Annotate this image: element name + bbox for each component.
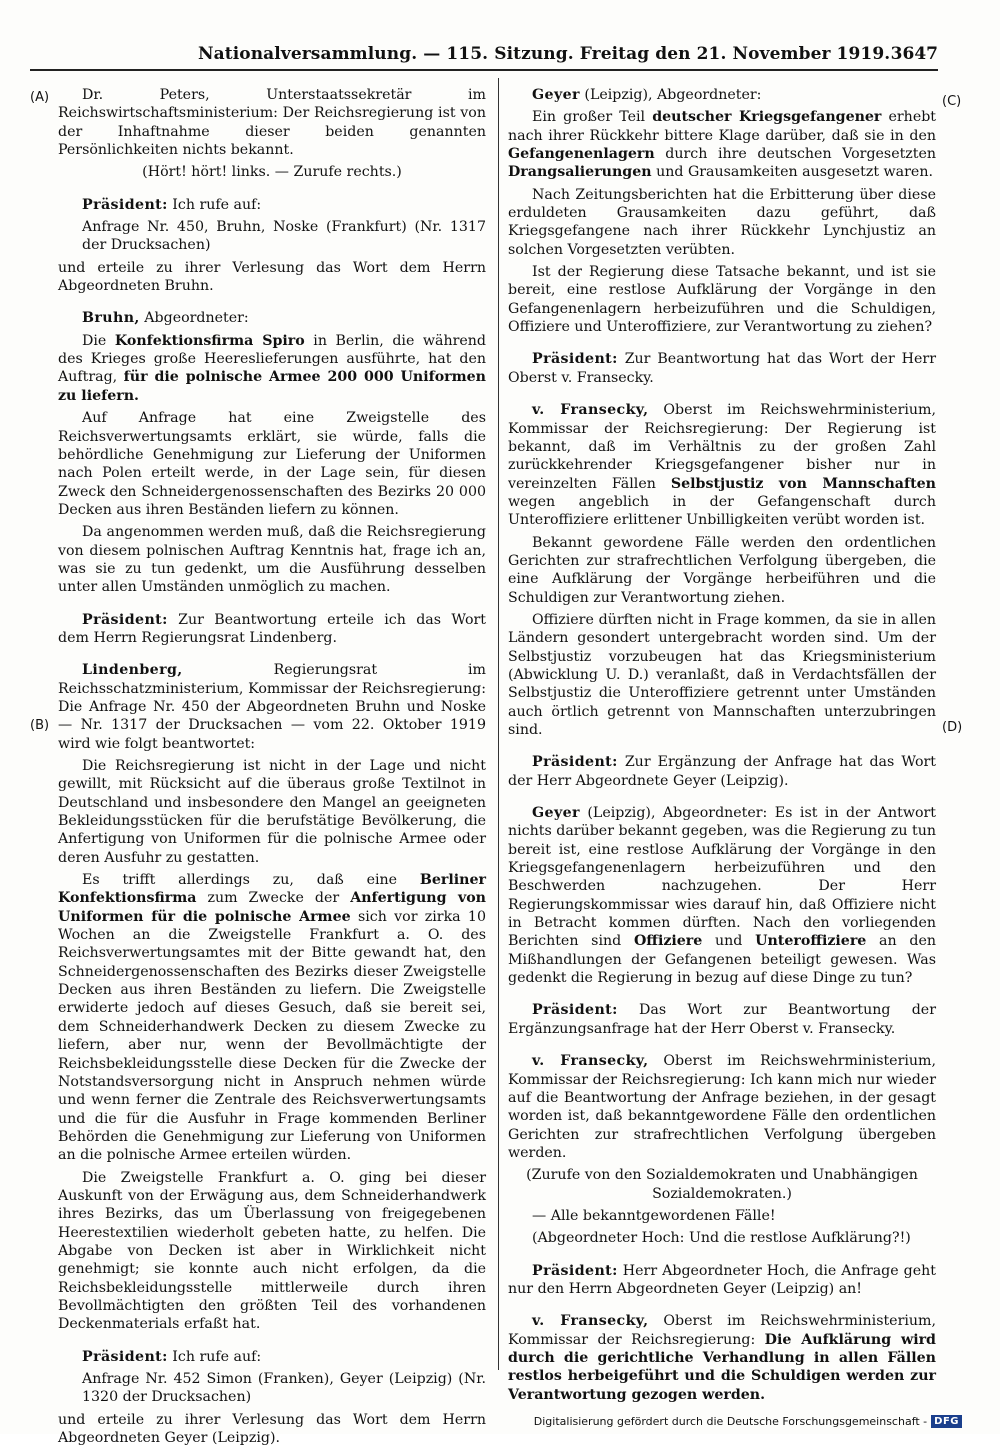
speaker-name: Präsident: [82, 196, 168, 213]
margin-marker-b: (B) [30, 718, 50, 733]
speech-text: und [715, 933, 743, 950]
paragraph [508, 350, 936, 387]
running-title: Nationalversammlung. — 115. Sitzung. Freitag den 21. November 1919. [198, 44, 891, 64]
speech-text: Regierungsrat im Reichsschatzministerium, Kommissar der Reichsregierung: Die Anfrage Nr. 450 der Abgeordneten Bruhn und Noske — Nr. 1317 der Drucksachen — vom 22. Oktober 1919 wird wie folgt beantwortet: [58, 662, 486, 752]
paragraph: Ist der Regierung diese Tatsache bekannt, und ist sie bereit, eine restlose Aufklärung der Vorgänge in den Gefangenenlagern herbeizuführen und die Schuldigen, Offiziere und Unteroffiziere, zur Verantwortung zu ziehen? [508, 264, 936, 336]
speech-text: Das Wort zur Beantwortung der Ergänzungsanfrage hat der Herr Oberst v. Fransecky. [508, 1002, 936, 1037]
paragraph [58, 196, 486, 214]
paragraph [58, 309, 486, 327]
margin-marker-a: (A) [30, 90, 50, 105]
speech-text: Oberst im Reichswehrministerium, Kommissar der Reichsregierung: Ich kann mich nur wieder auf die Beantwortung der Anfrage beziehen, in der gesagt worden ist, daß bekanntgewordene Fälle den ordentlichen Gerichten zur strafrechtlichen Verfolgung übergeben werden. [508, 1053, 936, 1161]
speech-text: zum Zwecke der [207, 890, 340, 907]
paragraph: und erteile zu ihrer Verlesung das Wort dem Herrn Abgeordneten Bruhn. [58, 259, 486, 295]
paragraph [58, 661, 486, 753]
speech-text: Ich rufe auf: [172, 196, 262, 213]
speaker-name: Präsident: [82, 1348, 168, 1365]
speech-text: Zur Ergänzung der Anfrage hat das Wort der Herr Abgeordnete Geyer (Leipzig). [508, 754, 936, 789]
paragraph: Dr. Peters, Unterstaatssekretär im Reichswirtschaftsministerium: Der Reichsregierung ist von der Inhaftnahme dieser beiden genannten Persönlichkeiten nichts bekannt. [58, 87, 486, 159]
speech-text: Es trifft allerdings zu, daß eine [82, 872, 398, 889]
emphasis-text: Anfertigung von Uniformen für die polnische Armee [58, 890, 486, 925]
paragraph [58, 611, 486, 648]
speaker-name: v. Fransecky, [532, 402, 649, 419]
interjection: (Hört! hört! links. — Zurufe rechts.) [142, 164, 402, 181]
paragraph: Auf Anfrage hat eine Zweigstelle des Reichsverwertungsamts erklärt, sie würde, falls die behördliche Genehmigung zur Lieferung der Uniformen nach Polen erteilt werde, in der Lage sein, für diesen Zweck den Schneidergenossenschaften des Bezirks 20 000 Decken aus ihren Beständen liefern zu können. [58, 410, 486, 518]
paragraph [58, 1348, 486, 1366]
paragraph: — Alle bekanntgewordenen Fälle! [532, 1207, 776, 1224]
speech-text: durch ihre deutschen Vorgesetzten [665, 146, 937, 163]
emphasis-text: Gefangenenlagern [508, 146, 655, 163]
paragraph: Die Reichsregierung ist nicht in der Lage und nicht gewillt, mit Rücksicht auf die überaus große Textilnot in Deutschland und insbesondere den Mangel an geeigneten Bekleidungsstücken für die berufstätige Bevölkerung, die Anfertigung von Uniformen für die polnische Armee oder deren Ausfuhr zu gestatten. [58, 758, 486, 866]
speaker-name: v. Fransecky, [532, 1053, 649, 1070]
speech-text: Zur Beantwortung erteile ich das Wort dem Herrn Regierungsrat Lindenberg. [58, 611, 486, 646]
speaker-name: Präsident: [532, 351, 618, 368]
speech-text: Abgeordneter: [144, 310, 249, 327]
speech-text: an den Mißhandlungen der Gefangenen beteiligt gewesen. Was gedenkt die Regierung in bezug auf diese Dinge zu tun? [508, 933, 936, 987]
left-column [58, 86, 487, 1447]
speaker-name: Präsident: [532, 754, 618, 771]
speech-text: Oberst im Reichswehrministerium, Kommissar der Reichsregierung: Der Regierung ist bekannt, daß im Verhältnis zu der großen Zahl zurückkehrender Kriegsgefangener bisher nur in vereinzelten Fällen [508, 402, 936, 492]
speaker-name: Bruhn, [82, 310, 140, 327]
running-header [198, 44, 938, 68]
dfg-logo: DFG [931, 1415, 962, 1428]
emphasis-text: Selbstjustiz von Mannschaften [670, 475, 937, 492]
digitization-credit [534, 1415, 962, 1428]
emphasis-text: Die Aufklärung wird durch die gerichtliche Verhandlung in allen Fällen restlos herbeigeführt und die Schuldigen werden zur Verantwortung gezogen werden. [508, 1331, 936, 1403]
speaker-name: Lindenberg, [82, 662, 183, 679]
paragraph [58, 871, 486, 1165]
speech-text: Die [82, 332, 107, 349]
inquiry-reference: Anfrage Nr. 452 Simon (Franken), Geyer (Leipzig) (Nr. 1320 der Drucksachen) [82, 1371, 486, 1406]
speaker-name: v. Fransecky, [532, 1313, 649, 1330]
margin-marker-c: (C) [942, 94, 962, 109]
paragraph [58, 332, 486, 405]
speech-text: wegen angeblich in der Gefangenschaft durch Unteroffiziere erlittener Unbilligkeiten verübt worden ist. [508, 493, 936, 529]
speech-text: (Leipzig), Abgeordneter: Es ist in der Antwort nichts darüber bekannt gegeben, was die Regierung zu tun bereit ist, eine restlose Aufklärung der Vorgänge in den Kriegsgefangenenlagern herbeizuführen und den Beschwerden nachzugehen. Der Herr Regierungskommissar wies darauf hin, daß Offiziere nicht in Betracht kommen dürften. Nach den vorliegenden Berichten sind [508, 805, 936, 950]
paragraph [508, 1052, 936, 1162]
paragraph: Bekannt gewordene Fälle werden den ordentlichen Gerichten zur strafrechtlichen Verfolgung übergeben, die eine Aufklärung der Vorgänge herbeiführen und die Schuldigen zur Verantwortung ziehen. [508, 534, 936, 606]
margin-marker-d: (D) [942, 720, 963, 735]
paragraph [508, 401, 936, 529]
paragraph: und erteile zu ihrer Verlesung das Wort dem Herrn Abgeordneten Geyer (Leipzig). [58, 1411, 486, 1447]
speech-text: erhebt nach ihrer Rückkehr bittere Klage darüber, daß sie in den [508, 109, 936, 144]
speech-text: Ein großer Teil [532, 109, 646, 126]
paragraph: Nach Zeitungsberichten hat die Erbitterung über diese erduldeten Grausamkeiten dazu geführt, daß Kriegsgefangene nach ihrer Rückkehr Lynchjustiz an solchen Vorgesetzten verübten. [508, 186, 936, 258]
speech-text: in Berlin, die während des Krieges große Heereslieferungen ausführte, hat den Auftrag, [58, 332, 486, 386]
credit-text: Digitalisierung gefördert durch die Deutsche Forschungsgemeinschaft - [533, 1415, 928, 1428]
emphasis-text: Offiziere [633, 933, 703, 950]
page-number: 3647 [890, 44, 938, 64]
header-rule [30, 69, 938, 71]
paragraph: Offiziere dürften nicht in Frage kommen, da sie in allen Ländern gesondert untergebracht worden sind. Um der Selbstjustiz vorzubeugen hat das Kriegsministerium (Abwicklung U. D.) veranlaßt, daß in Verdachtsfällen der Selbstjustiz die Unteroffiziere getrennt unter Umständen auch örtlich getrennt von Mannschaften unterzubringen sind. [508, 611, 936, 738]
speaker-name: Präsident: [82, 611, 168, 628]
emphasis-text: Unteroffiziere [755, 933, 867, 950]
speech-text: und Grausamkeiten ausgesetzt waren. [656, 164, 933, 181]
speech-text: Herr Abgeordneter Hoch, die Anfrage geht nur den Herrn Abgeordneten Geyer (Leipzig) an! [508, 1262, 936, 1297]
speech-text: sich vor zirka 10 Wochen an die Zweigstelle Frankfurt a. O. des Reichsverwertungsamtes mit der Bitte gewandt hat, den Schneidergenossenschaften des Bezirks dieser Zweigstelle Decken aus ihren Beständen zu liefern. Die Zweigstelle erwiderte jedoch auf dieses Gesuch, daß sie bereit sei, dem Schneiderhandwerk Decken zu diesem Zwecke zu liefern, aber nur, wenn der Bevollmächtigte der Reichsbekleidungsstelle diese Decken für die Zwecke der Notstandsversorgung nicht in Anspruch nehmen würde und wenn ferner die Zentrale des Reichsverwertungsamts und die für die Ausfuhr in Frage kommenden Berliner Behörden die Genehmigung zur Lieferung von Uniformen an die polnische Armee erteilen würden. [58, 908, 486, 1164]
interjection: (Abgeordneter Hoch: Und die restlose Aufklärung?!) [532, 1230, 911, 1247]
paragraph: Die Zweigstelle Frankfurt a. O. ging bei dieser Auskunft von der Erwägung aus, dem Schneiderhandwerk ihres Bezirks, das um Überlassung von freigegebenen Heerestextilien wiederholt gebeten hatte, zu helfen. Die Abgabe von Decken ist aber in Wirklichkeit nicht genehmigt; sie konnte auch nicht erfolgen, da die Reichsbekleidungsstelle mittlerweile durch ihren Bevollmächtigten den größten Teil des vorhandenen Deckenmaterials erfaßt hat. [58, 1169, 486, 1333]
emphasis-text: Konfektionsfirma Spiro [114, 332, 305, 349]
speaker-name: Geyer [532, 87, 580, 103]
paragraph [508, 1312, 936, 1404]
emphasis-text: Berliner Konfektionsfirma [58, 872, 486, 907]
emphasis-text: Drangsalierungen [508, 164, 652, 181]
paragraph [508, 86, 936, 104]
speech-text: Ich rufe auf: [172, 1348, 262, 1365]
interjection: (Zurufe von den Sozialdemokraten und Unabhängigen Sozialdemokraten.) [526, 1167, 918, 1202]
right-column [508, 86, 937, 1403]
emphasis-text: deutscher Kriegsgefangener [652, 109, 882, 126]
inquiry-reference: Anfrage Nr. 450, Bruhn, Noske (Frankfurt) (Nr. 1317 der Drucksachen) [82, 219, 486, 254]
column-separator [498, 78, 499, 1370]
speaker-name: Präsident: [532, 1002, 618, 1019]
paragraph [508, 1262, 936, 1299]
speech-text: (Leipzig), Abgeordneter: [584, 87, 762, 103]
speaker-name: Präsident: [532, 1262, 618, 1279]
paragraph [508, 108, 936, 181]
paragraph [508, 804, 936, 987]
paragraph [508, 753, 936, 790]
emphasis-text: für die polnische Armee 200 000 Uniformen zu liefern. [58, 369, 487, 404]
speech-text: Oberst im Reichswehrministerium, Kommissar der Reichsregierung: [508, 1313, 936, 1348]
paragraph [508, 1001, 936, 1038]
speaker-name: Geyer [532, 805, 580, 822]
speech-text: Zur Beantwortung hat das Wort der Herr Oberst v. Fransecky. [508, 351, 936, 386]
paragraph: Da angenommen werden muß, daß die Reichsregierung von diesem polnischen Auftrag Kenntnis hat, frage ich an, was sie zu tun gedenkt, um die Ausführung desselben unter allen Umständen unmöglich zu machen. [58, 524, 486, 596]
